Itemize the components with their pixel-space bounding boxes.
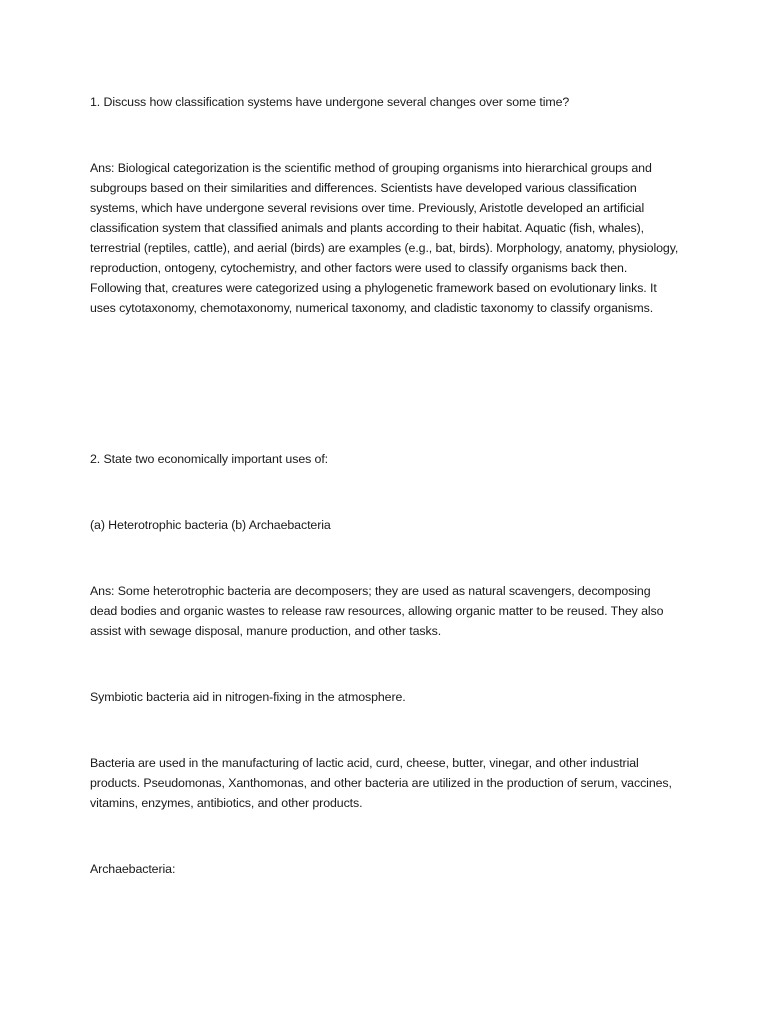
question-1: 1. Discuss how classification systems have undergone several changes over some time? [90,95,570,109]
answer-1: Ans: Biological categorization is the scientific method of grouping organisms into hierarchical groups and subgroups based on their similarities and differences. Scientists have developed various classification systems, which have undergone several revisions over time. Previously, Aristotle developed an artificial classification system that classified animals and plants according to their habitat. Aquatic (fish, whales), terrestrial (reptiles, cattle), and aerial (birds) are examples (e.g., bat, birds). Morphology, anatomy, physiology, reproduction, ontogeny, cytochemistry, and other factors were used to classify organisms back then. Following that, creatures were categorized using a phylogenetic framework based on evolutionary links. It uses cytotaxonomy, chemotaxonomy, numerical taxonomy, and cladistic taxonomy to classify organisms. [90,161,679,315]
answer-2-heterotrophic: Ans: Some heterotrophic bacteria are decomposers; they are used as natural scavengers, decomposing dead bodies and organic wastes to release raw resources, allowing organic matter to be reused. They also assist with sewage disposal, manure production, and other tasks. [90,584,664,638]
question-2: 2. State two economically important uses of: [90,452,329,466]
answer-2-symbiotic: Symbiotic bacteria aid in nitrogen-fixing in the atmosphere. [90,690,406,704]
question-2-parts: (a) Heterotrophic bacteria (b) Archaebacteria [90,518,331,532]
archaebacteria-heading: Archaebacteria: [90,862,176,876]
answer-2-industrial: Bacteria are used in the manufacturing of lactic acid, curd, cheese, butter, vinegar, and other industrial products. Pseudomonas, Xanthomonas, and other bacteria are utilized in the production of serum, vaccines, vitamins, enzymes, antibiotics, and other products. [90,756,672,810]
